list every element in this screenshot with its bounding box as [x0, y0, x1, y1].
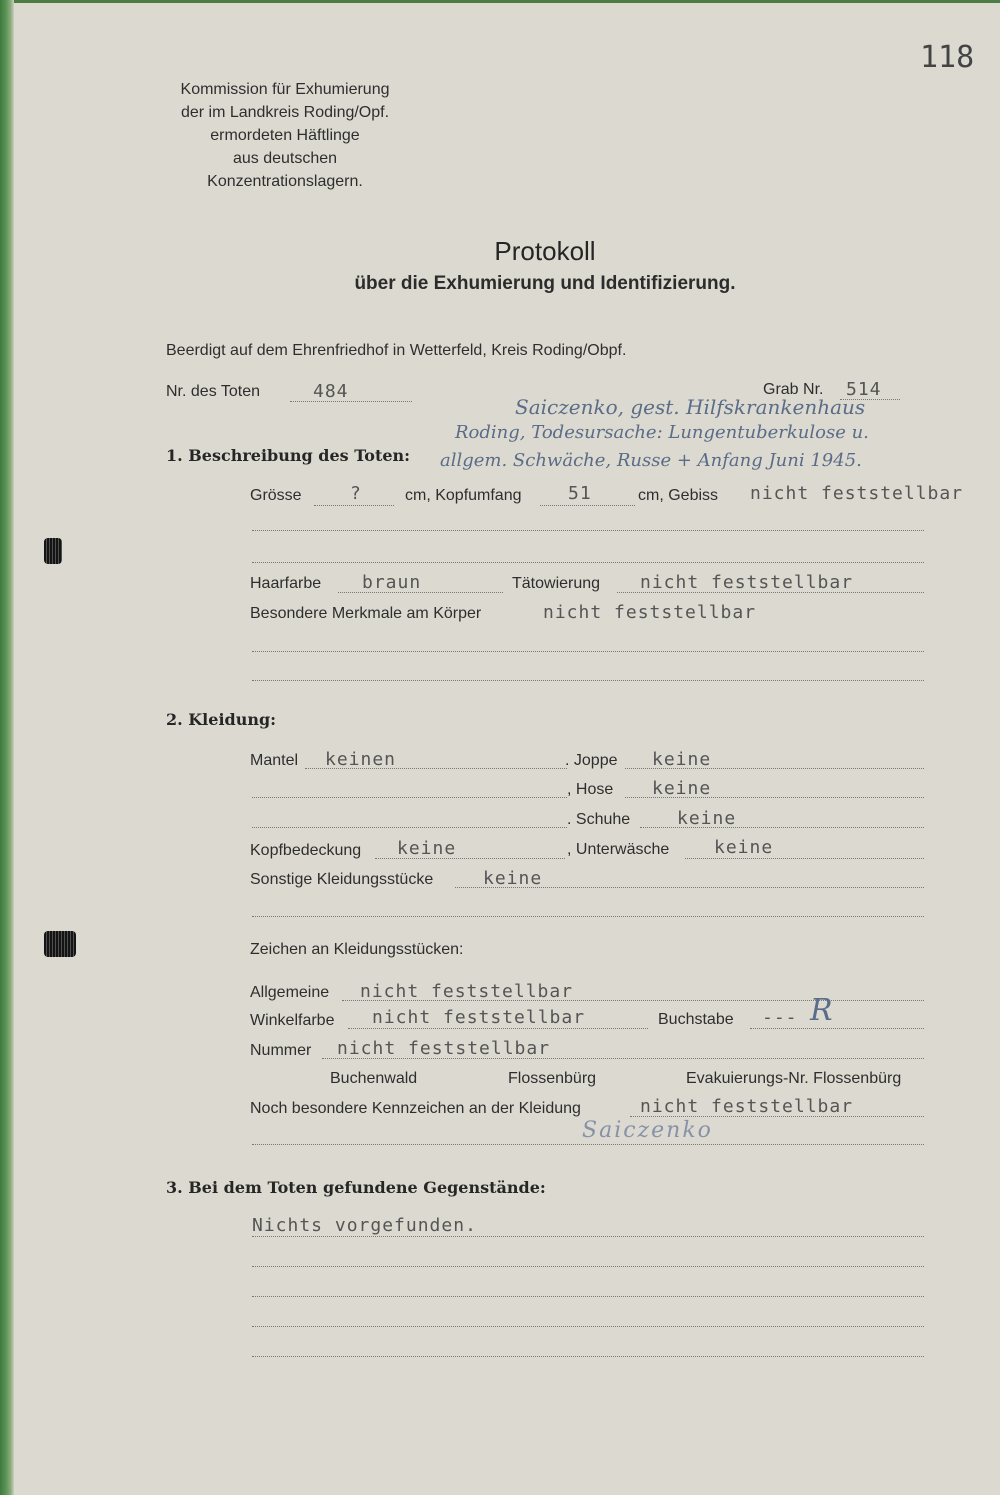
- headgear-label: Kopfbedeckung: [250, 842, 362, 859]
- hair-color-value: braun: [362, 572, 422, 593]
- tattoo-value: nicht feststellbar: [640, 572, 854, 593]
- evacuation-number-label: Evakuierungs-Nr. Flossenbürg: [686, 1070, 902, 1087]
- underwear-value: keine: [714, 837, 774, 858]
- other-marks-label: Noch besondere Kennzeichen an der Kleidung: [250, 1100, 581, 1117]
- other-clothing-value: keine: [483, 868, 543, 889]
- header-line: Kommission für Exhumierung: [180, 81, 390, 98]
- other-clothing-label: Sonstige Kleidungsstücke: [250, 871, 434, 888]
- letter-label: Buchstabe: [658, 1011, 734, 1028]
- triangle-color-value: nicht feststellbar: [372, 1007, 586, 1028]
- other-marks-value: nicht feststellbar: [640, 1096, 854, 1117]
- binding-strip: [0, 0, 14, 1495]
- head-circumference-value: 51: [568, 483, 592, 504]
- number-label: Nummer: [250, 1042, 312, 1059]
- section-1-heading: 1. Beschreibung des Toten:: [166, 446, 411, 465]
- handwritten-note-line: Roding, Todesursache: Lungentuberkulose u.: [455, 422, 869, 443]
- handwritten-signature: Saiczenko: [582, 1118, 713, 1143]
- underwear-label: , Unterwäsche: [567, 841, 670, 858]
- coat-value: keinen: [325, 749, 397, 770]
- found-items-value: Nichts vorgefunden.: [252, 1215, 477, 1236]
- cm-kopfumfang-label: cm, Kopfumfang: [405, 487, 522, 504]
- jacket-value: keine: [652, 749, 712, 770]
- header-line: aus deutschen Konzentrationslagern.: [207, 150, 363, 190]
- page-number: 118: [920, 40, 975, 75]
- shoes-value: keine: [677, 808, 737, 829]
- general-label: Allgemeine: [250, 984, 330, 1001]
- marks-value: nicht feststellbar: [543, 602, 757, 623]
- size-label: Grösse: [250, 487, 302, 504]
- cm-gebiss-label: cm, Gebiss: [638, 487, 719, 504]
- punch-hole-icon: [44, 538, 62, 564]
- header-line: ermordeten Häftlinge: [210, 127, 360, 144]
- clothing-marks-label: Zeichen an Kleidungsstücken:: [250, 941, 464, 958]
- general-value: nicht feststellbar: [360, 981, 574, 1002]
- coat-label: Mantel: [250, 752, 299, 769]
- handwritten-letter: R: [810, 993, 833, 1028]
- dead-number-value: 484: [313, 381, 349, 402]
- handwritten-note-line: Saiczenko, gest. Hilfskrankenhaus: [515, 395, 866, 419]
- dead-number-label: Nr. des Toten: [166, 383, 260, 400]
- page-subtitle: über die Exhumierung und Identifizierung.: [354, 273, 736, 294]
- handwritten-note-line: allgem. Schwäche, Russe + Anfang Juni 1945.: [440, 450, 862, 471]
- commission-header: [160, 78, 410, 193]
- marks-label: Besondere Merkmale am Körper: [250, 605, 482, 622]
- section-3-heading: 3. Bei dem Toten gefundene Gegenstände:: [166, 1178, 546, 1197]
- camp-buchenwald: Buchenwald: [330, 1070, 418, 1087]
- top-border: [14, 0, 1000, 3]
- punch-hole-icon: [44, 931, 76, 957]
- grave-number-value: 514: [846, 379, 882, 400]
- section-2-heading: 2. Kleidung:: [166, 710, 277, 729]
- tattoo-label: Tätowierung: [512, 575, 601, 592]
- letter-value: ---: [762, 1007, 798, 1028]
- header-line: der im Landkreis Roding/Opf.: [180, 104, 390, 121]
- teeth-value: nicht feststellbar: [750, 483, 964, 504]
- trousers-label: , Hose: [567, 781, 614, 798]
- number-value: nicht feststellbar: [337, 1038, 551, 1059]
- trousers-value: keine: [652, 778, 712, 799]
- burial-line: Beerdigt auf dem Ehrenfriedhof in Wetterfeld, Kreis Roding/Obpf.: [166, 342, 627, 359]
- triangle-color-label: Winkelfarbe: [250, 1012, 335, 1029]
- page-title: Protokoll: [494, 236, 596, 266]
- camp-flossenbuerg: Flossenbürg: [508, 1070, 597, 1087]
- shoes-label: . Schuhe: [567, 811, 631, 828]
- headgear-value: keine: [397, 838, 457, 859]
- hair-color-label: Haarfarbe: [250, 575, 322, 592]
- jacket-label: . Joppe: [565, 752, 618, 769]
- size-value: ?: [350, 483, 362, 504]
- grave-label: Grab Nr.: [763, 381, 824, 398]
